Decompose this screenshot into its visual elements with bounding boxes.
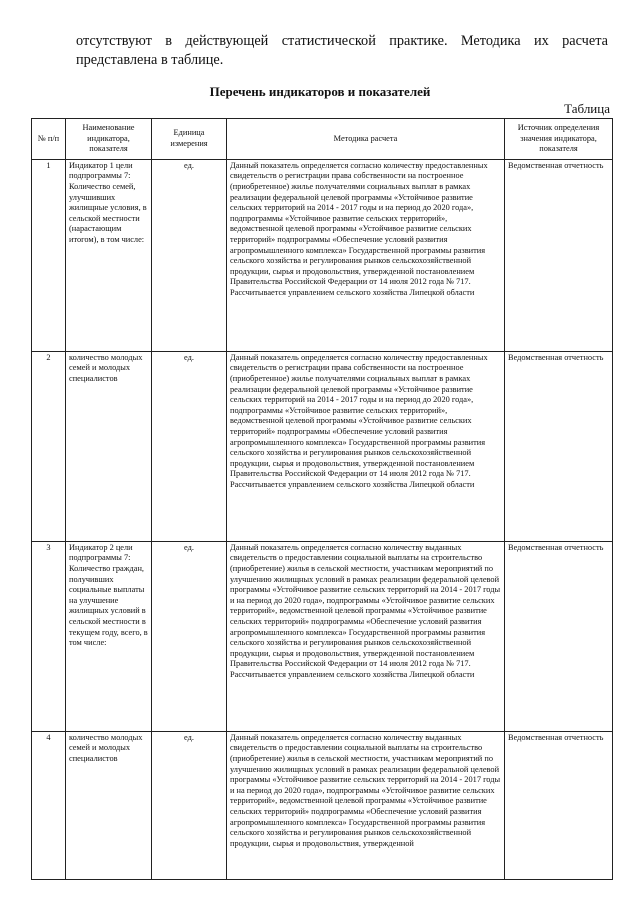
table-row xyxy=(32,159,613,351)
method-text: Данный показатель определяется согласно количеству выданных свидетельств о предоставлении социальной выплаты на строительство (приобретение) жилья в сельской местности, участникам мероприятий по улучшению жилищных условий в рамках реализации федеральной целевой программы «Устойчивое развитие сельских территорий на 2014 - 2017 годы и на период до 2020 года», подпрограммы «Устойчивое развитие сельских территорий», ведомственной целевой программы «Устойчивое развитие сельских территорий» подпрограммы «Обеспечение условий развития агропромышленного комплекса» Государственной программы развития сельского хозяйства и регулирования рынков сельскохозяйственной продукции, сырья и продовольствия, утвержденной постановлением Правительства Российской Федерации от 14 июля 2012 года № 717. xyxy=(230,542,501,669)
row-source: Ведомственная отчетность xyxy=(505,731,613,879)
row-method xyxy=(227,351,505,541)
row-name: Индикатор 1 цели подпрограммы 7: Количество семей, улучшивших жилищные условия, в сельской местности (нарастающим итогом), в том числе: xyxy=(66,159,152,351)
header-source: Источник определения значения индикатора, показателя xyxy=(505,119,613,160)
row-source: Ведомственная отчетность xyxy=(505,541,613,731)
table-heading: Перечень индикаторов и показателей xyxy=(209,84,431,99)
header-number: № п/п xyxy=(32,119,66,160)
row-source: Ведомственная отчетность xyxy=(505,159,613,351)
row-method xyxy=(227,541,505,731)
header-unit: Единица измерения xyxy=(152,119,227,160)
table-row xyxy=(32,541,613,731)
row-number: 3 xyxy=(32,541,66,731)
row-number: 4 xyxy=(32,731,66,879)
row-unit: ед. xyxy=(152,351,227,541)
row-number: 2 xyxy=(32,351,66,541)
row-name: Индикатор 2 цели подпрограммы 7: Количество граждан, получивших социальные выплаты на улучшение жилищных условий в сельской местности в текущем году, всего, в том числе: xyxy=(66,541,152,731)
table-label: Таблица xyxy=(564,101,610,116)
indicators-table xyxy=(31,118,613,880)
table-row xyxy=(32,731,613,879)
table-header-row xyxy=(32,119,613,160)
table-row xyxy=(32,351,613,541)
row-unit: ед. xyxy=(152,541,227,731)
row-name: количество молодых семей и молодых специалистов xyxy=(66,351,152,541)
method-note: Рассчитывается управлением сельского хозяйства Липецкой области xyxy=(230,287,475,297)
row-method xyxy=(227,731,505,879)
row-source: Ведомственная отчетность xyxy=(505,351,613,541)
row-name: количество молодых семей и молодых специалистов xyxy=(66,731,152,879)
method-note: Рассчитывается управлением сельского хозяйства Липецкой области xyxy=(230,669,475,679)
method-text: Данный показатель определяется согласно количеству выданных свидетельств о предоставлении социальной выплаты на строительство (приобретение) жилья в сельской местности, участникам мероприятий по улучшению жилищных условий в рамках реализации федеральной целевой программы «Устойчивое развитие сельских территорий на 2014 - 2017 годы и на период до 2020 года», подпрограммы «Устойчивое развитие сельских территорий», ведомственной целевой программы «Устойчивое развитие сельских территорий» подпрограммы «Обеспечение условий развития агропромышленного комплекса» Государственной программы развития сельского хозяйства и регулирования рынков сельскохозяйственной продукции, сырья и продовольствия, утвержденной xyxy=(230,732,501,848)
method-text: Данный показатель определяется согласно количеству предоставленных свидетельств о регистрации права собственности на построенное (приобретенное) жилье получателями социальных выплат в рамках реализации федеральной целевой программы «Устойчивое развитие сельских территорий на 2014 - 2017 годы и на период до 2020 года», подпрограммы «Устойчивое развитие сельских территорий», ведомственной целевой программы «Устойчивое развитие сельских территорий» подпрограммы «Обеспечение условий развития агропромышленного комплекса» Государственной программы развития сельского хозяйства и регулирования рынков сельскохозяйственной продукции, сырья и продовольствия, утвержденной постановлением Правительства Российской Федерации от 14 июля 2012 года № 717. xyxy=(230,160,488,287)
intro-paragraph: отсутствуют в действующей статистической практике. Методика их расчета представлена в таблице. xyxy=(76,33,608,68)
row-method xyxy=(227,159,505,351)
row-unit: ед. xyxy=(152,159,227,351)
header-name: Наименование индикатора, показателя xyxy=(66,119,152,160)
header-method: Методика расчета xyxy=(227,119,505,160)
method-text: Данный показатель определяется согласно количеству предоставленных свидетельств о регистрации права собственности на построенное (приобретенное) жилье получателями социальных выплат в рамках реализации федеральной целевой программы «Устойчивое развитие сельских территорий на 2014 - 2017 годы и на период до 2020 года», подпрограммы «Устойчивое развитие сельских территорий», ведомственной целевой программы «Устойчивое развитие сельских территорий» подпрограммы «Обеспечение условий развития агропромышленного комплекса» Государственной программы развития сельского хозяйства и регулирования рынков сельскохозяйственной продукции, сырья и продовольствия, утвержденной постановлением Правительства Российской Федерации от 14 июля 2012 года № 717. xyxy=(230,352,488,479)
row-unit: ед. xyxy=(152,731,227,879)
row-number: 1 xyxy=(32,159,66,351)
method-note: Рассчитывается управлением сельского хозяйства Липецкой области xyxy=(230,479,475,489)
